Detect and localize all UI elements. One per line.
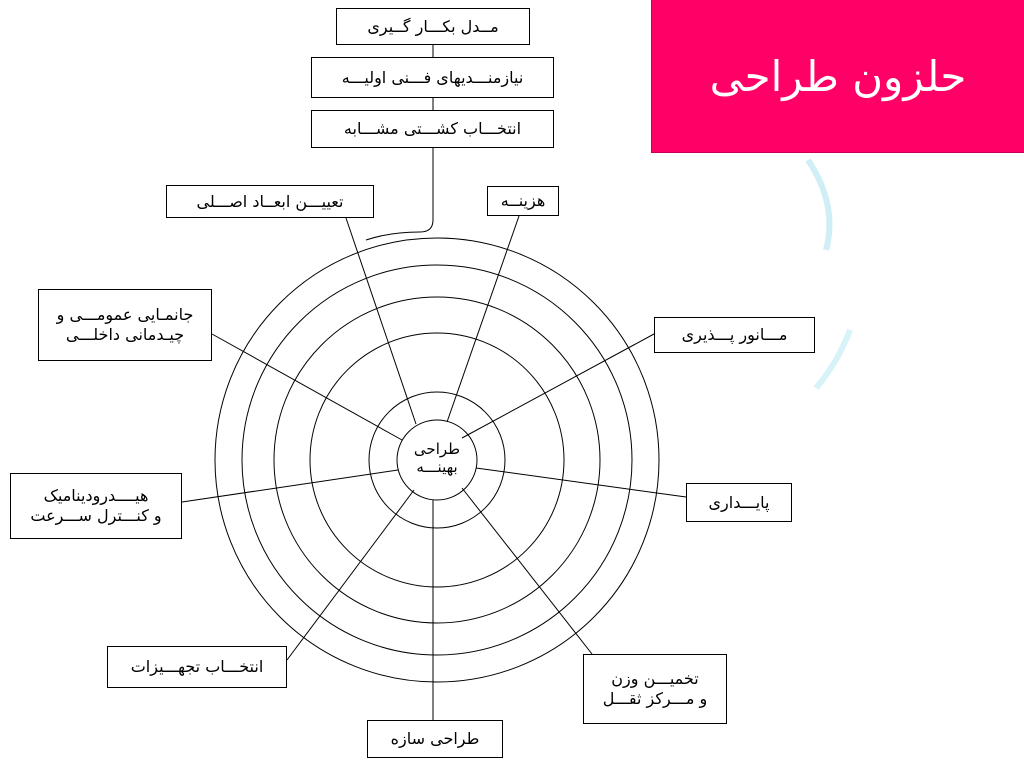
label-hydrodynamics: هیــــدرودینامیک و کنـــترل ســـرعت xyxy=(10,473,182,539)
label-weight-estimation: تخمیـــن وزن و مـــرکز ثقـــل xyxy=(583,654,727,724)
label-cost: هزینــه xyxy=(487,186,559,216)
spoke-line xyxy=(182,470,398,502)
box-similar-ship-selection: انتخـــاب کشـــتی مشـــابه xyxy=(311,110,554,148)
spiral-lead-line xyxy=(366,148,433,240)
label-general-arrangement: جانمـایی عمومـــی و چیـدمانی داخلـــی xyxy=(38,289,212,361)
label-maneuverability: مـــانور پـــذیری xyxy=(654,317,815,353)
spoke-line xyxy=(476,468,686,497)
center-optimal-design: طراحی بهینـــه xyxy=(413,440,461,476)
slide-title: حلزون طراحی xyxy=(651,0,1024,153)
spoke-line xyxy=(462,488,592,654)
decorative-arc xyxy=(808,160,829,250)
box-model-usage: مــدل بکـــار گــیری xyxy=(336,8,530,45)
label-structural-design: طراحی سازه xyxy=(367,720,503,758)
spoke-line xyxy=(346,218,416,424)
box-initial-requirements: نیازمنـــدیهای فـــنی اولیـــه xyxy=(311,57,554,98)
decorative-arc xyxy=(816,330,850,388)
label-stability: پایـــداری xyxy=(686,483,792,522)
label-equipment-selection: انتخـــاب تجهـــیزات xyxy=(107,646,287,688)
label-main-dimensions: تعییـــن ابعــاد اصـــلی xyxy=(166,185,374,218)
spoke-line xyxy=(447,216,519,422)
